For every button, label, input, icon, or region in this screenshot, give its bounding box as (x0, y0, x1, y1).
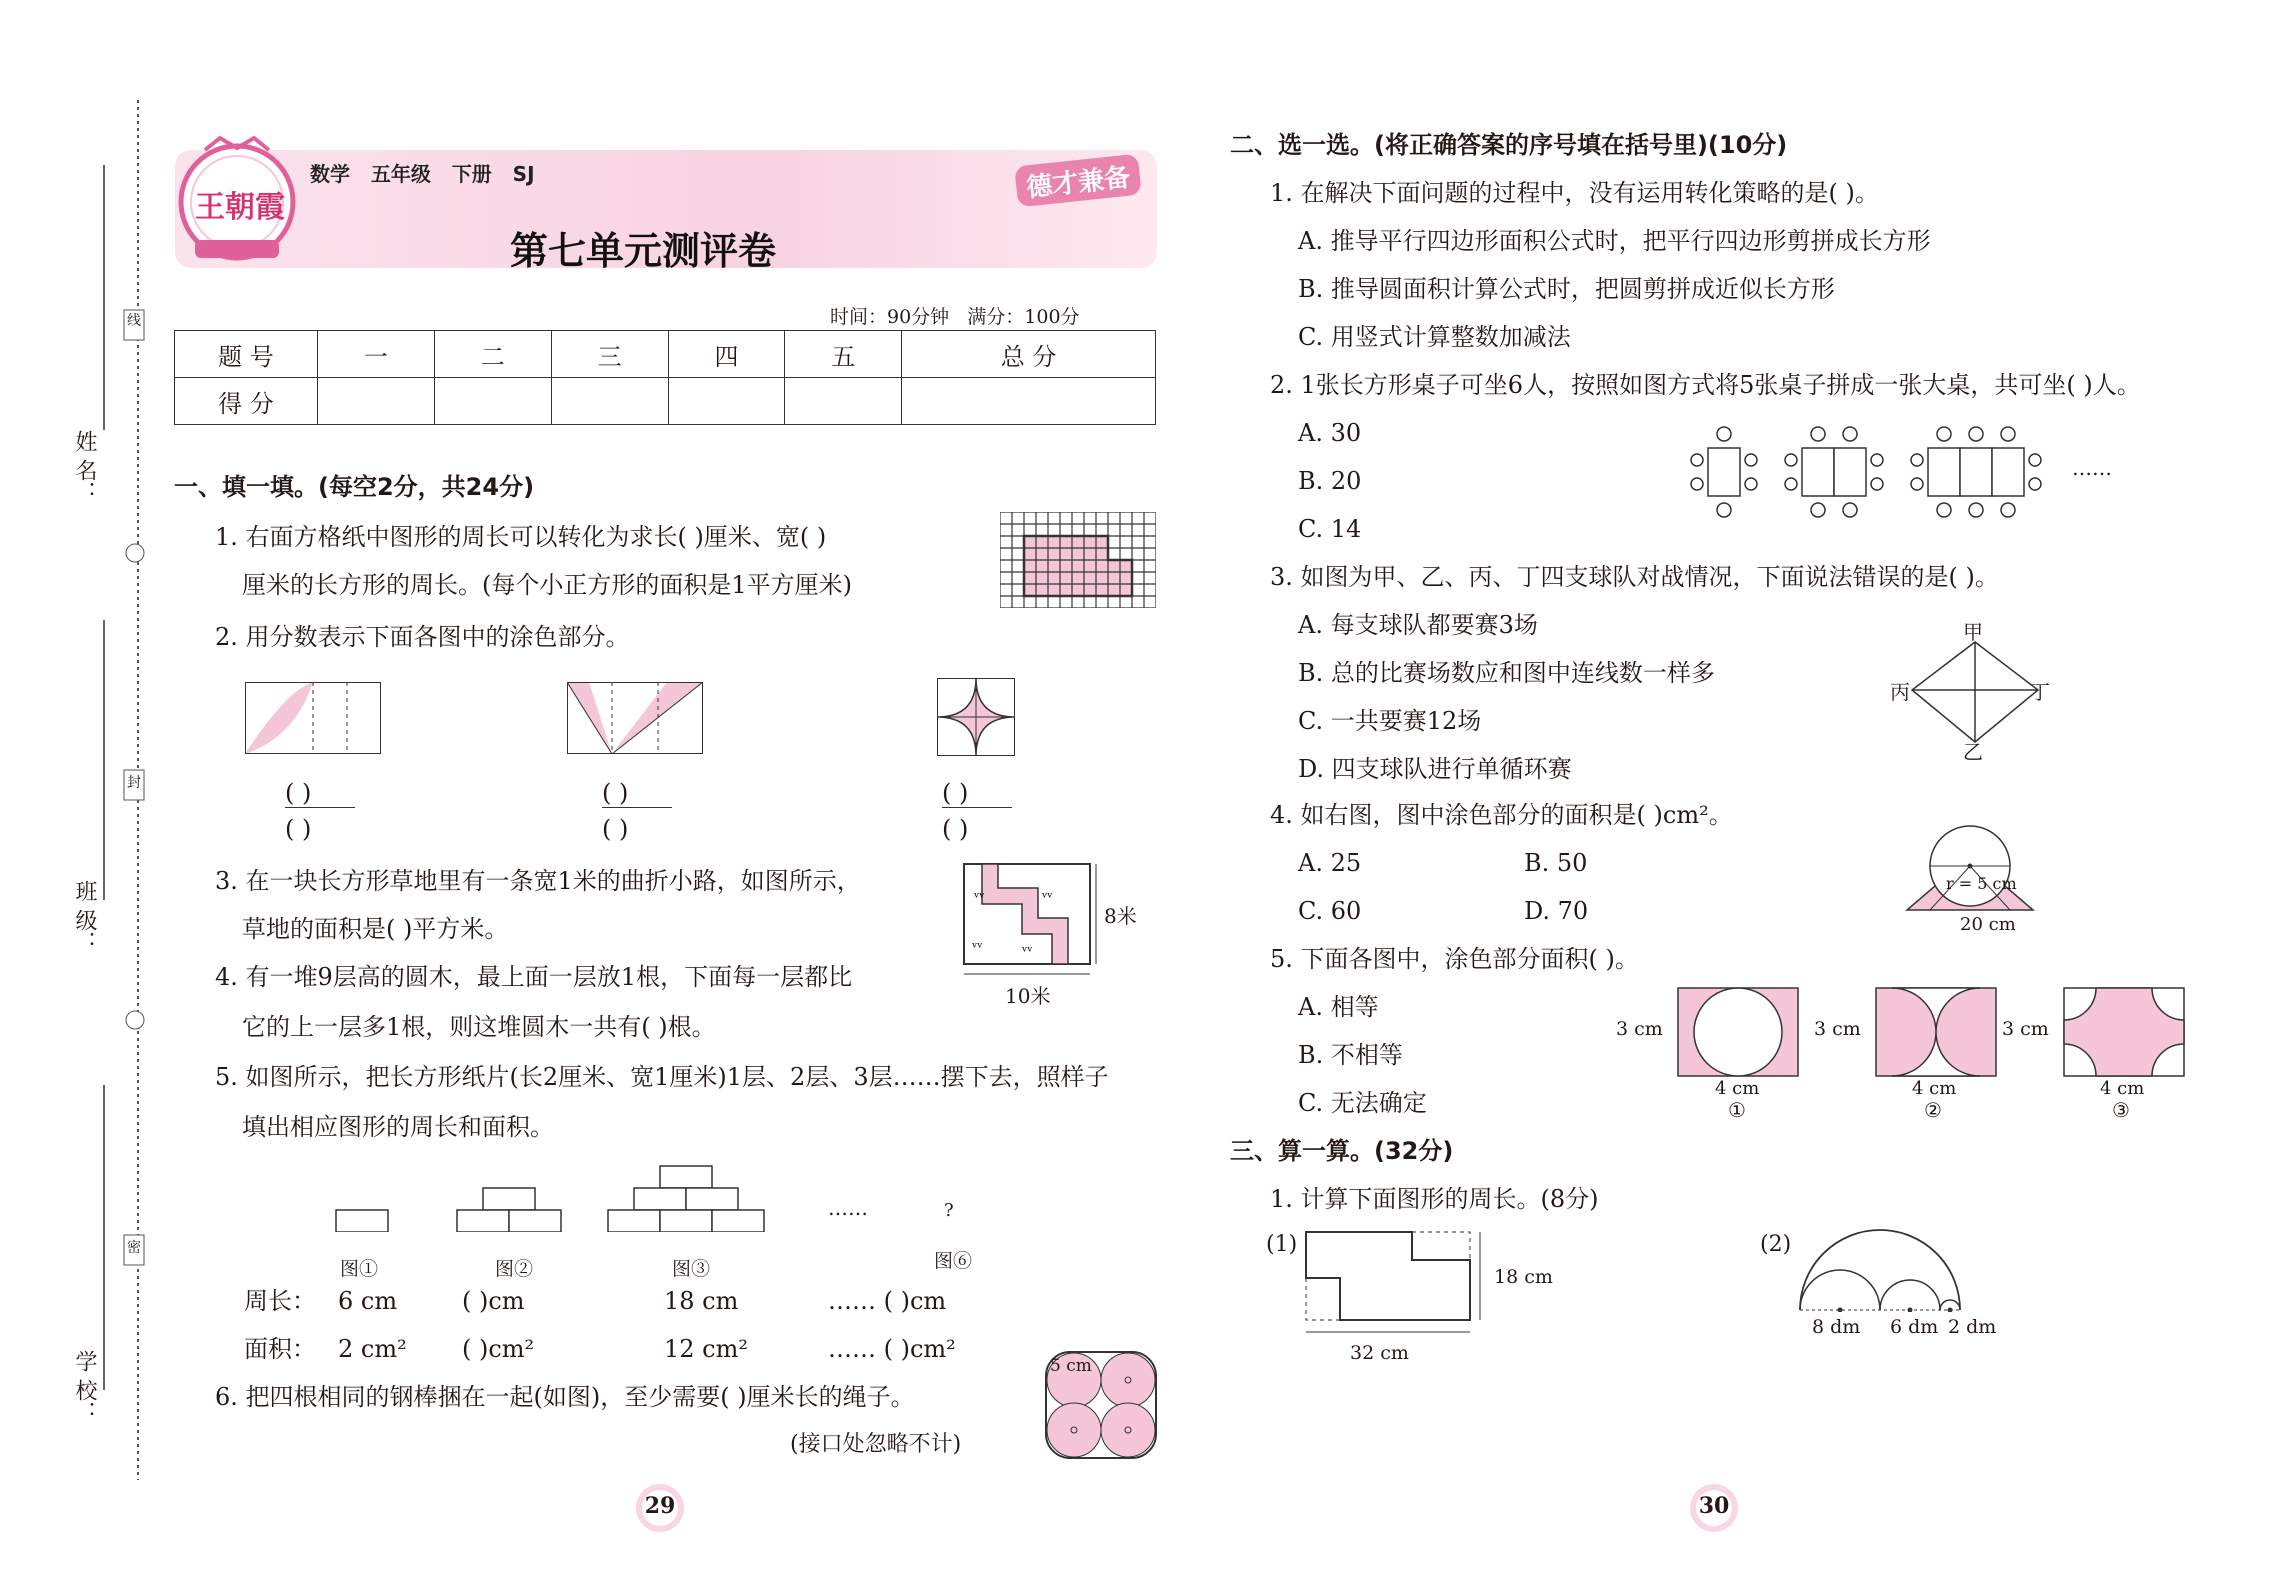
binding-mark-line: 线 (127, 313, 141, 329)
score-cell[interactable] (551, 378, 668, 425)
s1-q6-note: (接口处忽略不计) (790, 1432, 962, 1457)
s2-q4-opt-b: B. 50 (1524, 849, 1588, 877)
fig1-height-label: 18 cm (1494, 1266, 1553, 1288)
fig2-dim-2: 6 dm (1890, 1316, 1939, 1338)
s1-q4-line2: 它的上一层多1根，则这堆圆木一共有( )根。 (242, 1013, 716, 1041)
perimeter-value-6[interactable]: …… ( )cm (828, 1287, 947, 1315)
binding-mark-tight: 密 (127, 1240, 141, 1256)
svg-text:ᵛᵛ: ᵛᵛ (1042, 890, 1053, 906)
rect1-height: 3 cm (1616, 1018, 1663, 1040)
s2-q5: 5. 下面各图中，涂色部分面积( )。 (1270, 945, 1639, 973)
perimeter-figure-1 (1300, 1228, 1500, 1338)
lawn-width-label: 10米 (1005, 984, 1051, 1008)
fraction-numerator[interactable]: ( ) (602, 779, 629, 807)
s2-q2: 2. 1张长方形桌子可坐6人，按照如图方式将5张桌子拼成一张大桌，共可坐( )人。 (1270, 371, 2141, 399)
fig-label-6: 图⑥ (934, 1250, 973, 1272)
score-header-cell: 三 (551, 331, 668, 378)
steel-diameter-label: 5 cm (1050, 1356, 1092, 1376)
team-ding: 丁 (2030, 680, 2050, 704)
s2-q4-opt-a: A. 25 (1298, 849, 1362, 877)
lawn-height-label: 8米 (1104, 904, 1137, 928)
perimeter-value-3: 18 cm (664, 1287, 739, 1315)
score-header-cell: 题 号 (175, 331, 318, 378)
score-header-cell: 二 (434, 331, 551, 378)
score-cell[interactable] (785, 378, 902, 425)
tables-figure (1690, 424, 2050, 520)
fig2-label: (2) (1760, 1232, 1792, 1257)
shaded-rect-figures (1676, 986, 2186, 1078)
s2-q2-opt-b: B. 20 (1298, 467, 1362, 495)
s1-q6: 6. 把四根相同的钢棒捆在一起(如图)，至少需要( )厘米长的绳子。 (215, 1383, 915, 1411)
s2-q4: 4. 如右图，图中涂色部分的面积是( )cm²。 (1270, 801, 1733, 829)
fig2-dim-3: 2 dm (1948, 1316, 1997, 1338)
name-field-label: 姓 名： (72, 430, 97, 503)
area-value-1: 2 cm² (338, 1335, 407, 1363)
perimeter-value-2[interactable]: ( )cm (462, 1287, 525, 1315)
team-bing: 丙 (1890, 680, 1910, 704)
s1-q5-line1: 5. 如图所示，把长方形纸片(长2厘米、宽1厘米)1层、2层、3层……摆下去，照样子 (215, 1063, 1109, 1091)
area-value-2[interactable]: ( )cm² (462, 1335, 535, 1363)
s1-q1-line2: 厘米的长方形的周长。(每个小正方形的面积是1平方厘米) (242, 571, 852, 599)
fraction-bar (942, 807, 1012, 808)
triangle-base-label: 20 cm (1960, 914, 2016, 935)
svg-text:ᵛᵛ: ᵛᵛ (1022, 944, 1033, 960)
svg-text:ᵛᵛ: ᵛᵛ (974, 890, 985, 906)
score-row-label: 得 分 (175, 378, 318, 425)
score-cell[interactable] (902, 378, 1156, 425)
s2-q5-opt-b: B. 不相等 (1298, 1041, 1403, 1069)
s2-q3-opt-d: D. 四支球队进行单循环赛 (1298, 755, 1572, 783)
fig-label-1: 图① (340, 1258, 379, 1280)
fig1-width-label: 32 cm (1350, 1342, 1409, 1364)
s1-q1-line1: 1. 右面方格纸中图形的周长可以转化为求长( )厘米、宽( ) (215, 523, 827, 551)
s2-q4-opt-d: D. 70 (1524, 897, 1589, 925)
page-number-left: 29 (644, 1493, 676, 1519)
time-line: 时间：90分钟 满分：100分 (830, 306, 1080, 328)
fraction-numerator[interactable]: ( ) (942, 779, 969, 807)
s1-q4-line1: 4. 有一堆9层高的圆木，最上面一层放1根，下面每一层都比 (215, 963, 853, 991)
lawn-figure (962, 862, 1102, 982)
rect2-width: 4 cm (1912, 1078, 1957, 1099)
score-table-header-row (175, 331, 1156, 378)
s1-q5-line2: 填出相应图形的周长和面积。 (242, 1113, 554, 1141)
grid-figure (1000, 512, 1156, 608)
area-label: 面积： (244, 1335, 316, 1363)
rect2-height: 3 cm (1814, 1018, 1861, 1040)
score-header-cell: 五 (785, 331, 902, 378)
page-number-right: 30 (1698, 1493, 1730, 1519)
rect1-number: ① (1728, 1098, 1746, 1122)
score-cell[interactable] (318, 378, 435, 425)
circle-triangle-figure (1905, 822, 2035, 912)
score-header-cell: 总 分 (902, 331, 1156, 378)
fraction-denominator[interactable]: ( ) (602, 815, 629, 843)
score-table (174, 330, 1156, 425)
rect3-number: ③ (2112, 1098, 2130, 1122)
fig-label-3: 图③ (672, 1258, 711, 1280)
rect1-width: 4 cm (1715, 1078, 1760, 1099)
rect2-number: ② (1924, 1098, 1942, 1122)
perimeter-label: 周长： (244, 1287, 316, 1315)
fraction-figure-1 (245, 682, 381, 754)
team-yi: 乙 (1963, 740, 1983, 764)
binding-margin (0, 0, 150, 1582)
section3-heading: 三、算一算。(32分) (1230, 1137, 1454, 1165)
s2-q3-opt-c: C. 一共要赛12场 (1298, 707, 1482, 735)
s2-q5-opt-c: C. 无法确定 (1298, 1089, 1427, 1117)
s2-q1-opt-b: B. 推导圆面积计算公式时，把圆剪拼成近似长方形 (1298, 275, 1835, 303)
fig2-dim-1: 8 dm (1812, 1316, 1861, 1338)
tables-dots: …… (2072, 456, 2112, 480)
fraction-bar (602, 807, 672, 808)
svg-text:ᵛᵛ: ᵛᵛ (972, 940, 983, 956)
badge: 德才兼备 (1014, 154, 1142, 208)
score-cell[interactable] (668, 378, 785, 425)
radius-label: r = 5 cm (1946, 874, 2017, 893)
fraction-figure-3 (937, 678, 1015, 756)
s2-q2-opt-c: C. 14 (1298, 515, 1362, 543)
fraction-denominator[interactable]: ( ) (942, 815, 969, 843)
score-table-score-row (175, 378, 1156, 425)
perimeter-value-1: 6 cm (338, 1287, 398, 1315)
score-cell[interactable] (434, 378, 551, 425)
area-value-6[interactable]: …… ( )cm² (828, 1335, 956, 1363)
team-jia: 甲 (1963, 620, 1983, 644)
teams-diagram (1900, 634, 2050, 750)
subject-line: 数学 五年级 下册 SJ (310, 162, 535, 186)
binding-mark-seal: 封 (127, 775, 141, 791)
brand-name: 王朝霞 (195, 190, 285, 225)
fraction-denominator[interactable]: ( ) (285, 815, 312, 843)
s2-q1-opt-a: A. 推导平行四边形面积公式时，把平行四边形剪拼成长方形 (1298, 227, 1931, 255)
score-header-cell: 一 (318, 331, 435, 378)
s1-q3-line1: 3. 在一块长方形草地里有一条宽1米的曲折小路，如图所示， (215, 867, 861, 895)
brick-question: ? (944, 1200, 954, 1221)
s2-q5-opt-a: A. 相等 (1298, 993, 1379, 1021)
class-field-label: 班 级： (72, 880, 97, 953)
section2-heading: 二、选一选。(将正确答案的序号填在括号里)(10分) (1230, 131, 1788, 159)
fraction-bar (285, 807, 355, 808)
area-value-3: 12 cm² (664, 1335, 748, 1363)
brick-figures (330, 1160, 790, 1232)
brick-dots: …… (828, 1196, 868, 1220)
fig1-label: (1) (1266, 1232, 1298, 1257)
section1-heading: 一、填一填。(每空2分，共24分) (174, 473, 535, 501)
s3-q1: 1. 计算下面图形的周长。(8分) (1270, 1185, 1599, 1213)
score-header-cell: 四 (668, 331, 785, 378)
s2-q1: 1. 在解决下面问题的过程中，没有运用转化策略的是( )。 (1270, 179, 1879, 207)
s1-q3-line2: 草地的面积是( )平方米。 (242, 915, 509, 943)
school-field-label: 学 校： (72, 1350, 97, 1423)
s2-q2-opt-a: A. 30 (1298, 419, 1362, 447)
fraction-figure-2 (567, 682, 703, 754)
perimeter-figure-2 (1796, 1228, 1968, 1312)
s2-q3-opt-a: A. 每支球队都要赛3场 (1298, 611, 1538, 639)
s1-q2: 2. 用分数表示下面各图中的涂色部分。 (215, 623, 630, 651)
fraction-numerator[interactable]: ( ) (285, 779, 312, 807)
s2-q3: 3. 如图为甲、乙、丙、丁四支球队对战情况，下面说法错误的是( )。 (1270, 563, 1999, 591)
s2-q4-opt-c: C. 60 (1298, 897, 1362, 925)
page-title: 第七单元测评卷 (510, 229, 777, 273)
rect3-height: 3 cm (2002, 1018, 2049, 1040)
s2-q3-opt-b: B. 总的比赛场数应和图中连线数一样多 (1298, 659, 1715, 687)
s2-q1-opt-c: C. 用竖式计算整数加减法 (1298, 323, 1571, 351)
rect3-width: 4 cm (2100, 1078, 2145, 1099)
fig-label-2: 图② (495, 1258, 534, 1280)
